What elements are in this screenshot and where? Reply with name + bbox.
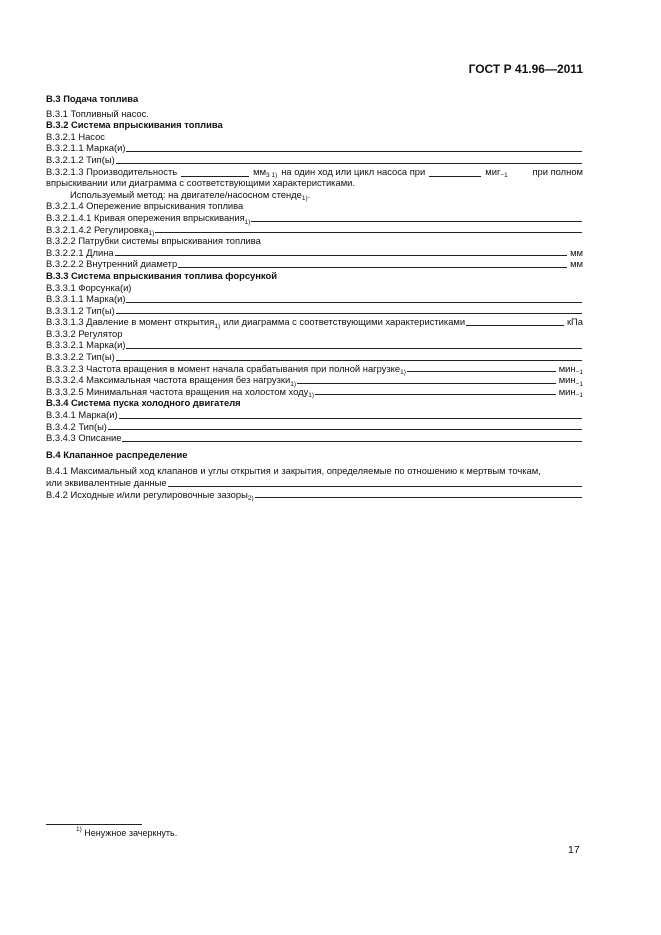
blank-line[interactable] (126, 302, 582, 303)
form-field-row: B.3.2.1.1 Марка(и) (46, 142, 583, 154)
blank-line[interactable] (297, 383, 556, 384)
blank-line[interactable] (116, 360, 582, 361)
form-field-row: B.3.3.2.4 Максимальная частота вращения без нагрузки $^{1)}$ мин $^{-1}$ (46, 374, 583, 388)
form-field-row: B.3.2.1.4.1 Кривая опережения впрыскивания $^{1)}$ (46, 212, 583, 224)
form-field-row: B.3.4.3 Описание (46, 432, 583, 444)
text-line: B.3.2.1.4 Опережение впрыскивания топлива (46, 200, 244, 212)
form-field-row: B.3.3.2.5 Минимальная частота вращения на холостом ходу $^{1)}$ мин $^{-1}$ (46, 385, 583, 400)
section-heading: B.3.2 Система впрыскивания топлива (46, 119, 223, 131)
blank-line[interactable] (466, 325, 564, 326)
form-field-row: B.3.2.1.2 Тип(ы) (46, 154, 583, 166)
form-field-row: B.3.2.1.3 Производительность мм $^{3 1)}$ на один ход или цикл насоса при миг $^{-1}$ при полном (46, 165, 583, 180)
blank-line[interactable] (122, 441, 582, 442)
blank-line[interactable] (407, 371, 556, 372)
blank-line[interactable] (108, 429, 582, 430)
form-field-row: B.3.3.2.1 Марка(и) (46, 339, 583, 351)
blank-line[interactable] (126, 151, 582, 152)
section-heading: B.3.3 Система впрыскивания топлива форсункой (46, 269, 277, 281)
text-line: B.4.1 Максимальный ход клапанов и углы открытия и закрытия, определяемые по отношению к мертвым точкам, (46, 465, 541, 477)
form-field-row: B.4.2 Исходные и/или регулировочные зазоры $^{2)}$ (46, 489, 583, 501)
blank-line[interactable] (155, 232, 582, 233)
blank-line[interactable] (429, 167, 481, 177)
text-line: B.3.1 Топливный насос. (46, 107, 149, 119)
document-id: ГОСТ Р 41.96—2011 (468, 62, 583, 76)
form-field-row: B.3.3.1.2 Тип(ы) (46, 305, 583, 317)
blank-line[interactable] (116, 163, 582, 164)
footnote-divider (46, 824, 142, 825)
blank-line[interactable] (251, 221, 582, 222)
form-field-row: B.3.2.2.2 Внутренний диаметр мм (46, 258, 583, 270)
footnote: $^{1)}$ Ненужное зачеркнуть. (76, 826, 178, 838)
blank-line[interactable] (168, 486, 582, 487)
blank-line[interactable] (119, 418, 582, 419)
form-field-row: B.3.3.2.2 Тип(ы) (46, 351, 583, 363)
text-line: впрыскивании или диаграмма с соответствующими характеристиками. (46, 177, 355, 189)
blank-line[interactable] (126, 348, 582, 349)
text-line: B.3.3.1 Форсунка(и) (46, 281, 132, 293)
form-field-row: B.3.4.1 Марка(и) (46, 409, 583, 421)
blank-line[interactable] (255, 497, 582, 498)
blank-line[interactable] (178, 267, 567, 268)
form-field-row: B.3.3.1.3 Давление в момент открытия $^{1)}$ или диаграмма с соответствующими характеристиками кПа (46, 316, 583, 330)
text-line: Используемый метод: на двигателе/насосном стенде $^{1)}$ . (70, 188, 311, 203)
blank-line[interactable] (315, 394, 556, 395)
page-number: 17 (568, 844, 580, 856)
text-line: B.3.2.1 Насос (46, 130, 105, 142)
section-heading: B.3.4 Система пуска холодного двигателя (46, 397, 241, 409)
form-field-row: B.3.2.1.4.2 Регулировка $^{1)}$ (46, 224, 583, 236)
blank-line[interactable] (181, 167, 249, 177)
form-field-row: B.3.4.2 Тип(ы) (46, 421, 583, 433)
document-body (46, 93, 583, 503)
section-heading: B.3 Подача топлива (46, 93, 139, 104)
blank-line[interactable] (115, 255, 568, 256)
text-line: B.3.2.2 Патрубки системы впрыскивания топлива (46, 235, 261, 247)
text-line: B.3.3.2 Регулятор (46, 327, 123, 339)
blank-line[interactable] (116, 313, 582, 314)
form-field-row: или эквивалентные данные (46, 477, 583, 489)
form-field-row: B.3.3.2.3 Частота вращения в момент начала срабатывания при полной нагрузке $^{1)}$ мин $^{-1}$ (46, 362, 583, 377)
form-field-row: B.3.2.2.1 Длина мм (46, 246, 583, 258)
form-field-row: B.3.3.1.1 Марка(и) (46, 293, 583, 305)
section-heading: B.4 Клапанное распределение (46, 448, 188, 460)
